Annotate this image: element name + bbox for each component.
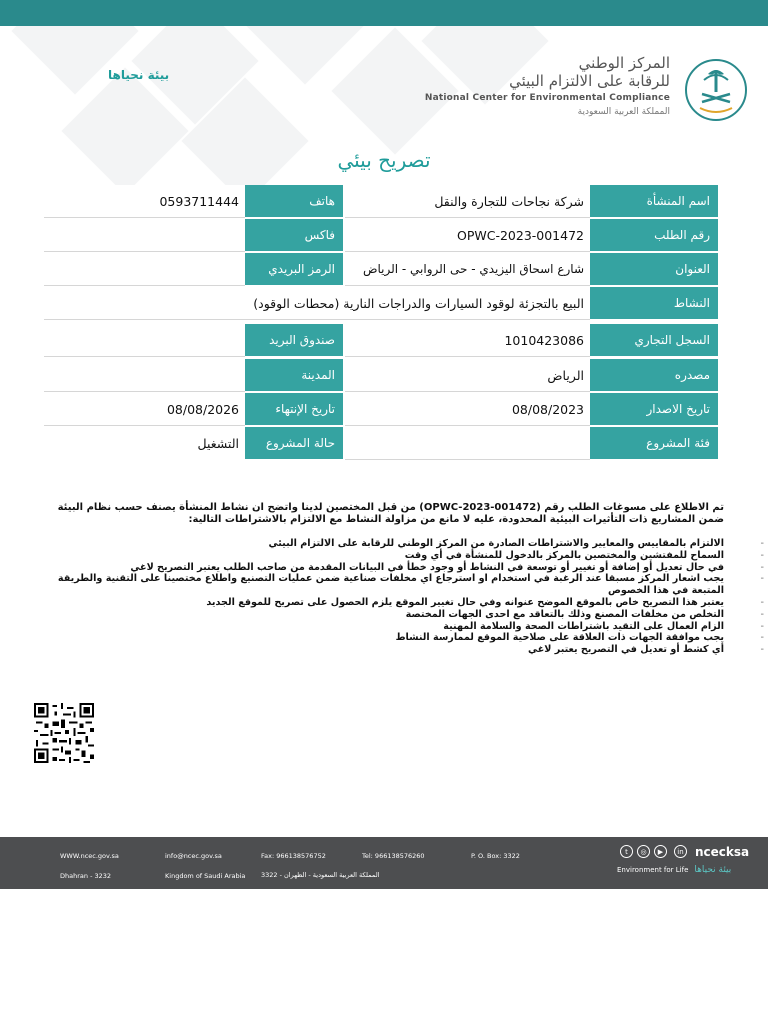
permit-terms [44,502,724,656]
twitter-icon[interactable]: t [620,845,633,858]
fax-label: فاكس [245,219,343,252]
request-number-value: OPWC-2023-001472 [345,219,590,252]
footer-fax: Fax: 966138576752 [261,852,326,860]
list-item: - التخلص من مخلفات المصنع وذلك بالتعاقد مع احدى الجهات المختصة [44,609,724,621]
page-title: تصريح بيئي [337,148,431,172]
footer-country: Kingdom of Saudi Arabia [165,872,246,880]
list-item: - في حال تعديل أو إضافة أو تغيير أو توسعة في النشاط أو وجود خطأ في البيانات المقدمة من صاحب الطلب يعتبر التصريح لاغي [44,562,724,574]
address-label: العنوان [590,253,718,286]
footer [0,837,768,889]
request-number-label: رقم الطلب [590,219,718,252]
establishment-name-value: شركة نجاحات للتجارة والنقل [345,185,590,218]
footer-tagline-en: Environment for Life [617,866,689,874]
list-item: - يجب اشعار المركز مسبقا عند الرغبة في استخدام او استرجاع اي مخلفات صناعية ضمن عمليات التصنيع واطلاع مختصينا على التقنية والطريقة المتبعة في هذا الخصوص [44,573,724,597]
org-name-ar: المركز الوطني [578,54,670,72]
table-row [0,185,768,218]
organization-logo [424,50,748,130]
source-label: مصدره [590,359,718,392]
table-row [0,219,768,252]
footer-website[interactable]: WWW.ncec.gov.sa [60,852,119,860]
city-value [44,359,245,392]
terms-list [44,538,724,656]
org-country: المملكة العربية السعودية [577,107,670,117]
commercial-register-value: 1010423086 [345,324,590,357]
po-box-label: صندوق البريد [245,324,343,357]
table-row [0,427,768,460]
list-item: - الزام العمال على التقيد باشتراطات الصحة والسلامة المهنية [44,621,724,633]
issue-date-label: تاريخ الاصدار [590,393,718,426]
brand-slogan: بيئة نحياها [108,68,170,82]
footer-po-box: P. O. Box: 3322 [471,852,520,860]
qr-code-icon [34,703,94,763]
footer-tagline [617,865,731,875]
commercial-register-label: السجل التجاري [590,324,718,357]
footer-tel: Tel: 966138576260 [362,852,425,860]
phone-label: هاتف [245,185,343,218]
linkedin-icon[interactable]: in [674,845,687,858]
list-item: - أي كشط أو تعديل في التصريح يعتبر لاغي [44,644,724,656]
footer-address-ar: المملكة العربية السعودية - الظهران - 3322 [261,871,380,879]
activity-value: البيع بالتجزئة لوقود السيارات والدراجات النارية (محطات الوقود) [44,287,590,320]
po-box-value [44,324,245,357]
postal-code-value [44,253,245,286]
footer-tagline-ar: بيئة نحياها [694,865,732,875]
issue-date-value: 08/08/2023 [345,393,590,426]
list-item: - يعتبر هذا التصريح خاص بالموقع الموضح عنوانه وفي حال تغيير الموقع يلزم الحصول على تصريح للموقع الجديد [44,597,724,609]
youtube-icon[interactable]: ▶ [654,845,667,858]
project-status-label: حالة المشروع [245,427,343,460]
footer-brand-name: nceck [695,845,734,859]
footer-brand [695,845,749,859]
saudi-emblem-icon [684,58,748,122]
list-item: - يجب موافقة الجهات ذات العلاقة على صلاحية الموقع لممارسة النشاط [44,632,724,644]
org-name-en: National Center for Environmental Compliance [424,93,670,103]
footer-city: Dhahran - 3232 [60,872,112,880]
project-status-value: التشغيل [44,427,245,460]
terms-intro: تم الاطلاع على مسوغات الطلب رقم (OPWC-2023-001472) من قبل المختصين لدينا واتضح ان نشاط المنشأة يصنف حسب نظام البيئة ضمن المشاريع ذات التأثيرات البيئية المحدودة، عليه لا مانع من مزاولة النشاط مع الالتزام بالاشتراطات التالية: [57,502,724,525]
phone-value: 0593711444 [44,185,245,218]
table-row [0,253,768,286]
postal-code-label: الرمز البريدي [245,253,343,286]
list-item: - السماح للمفتشين والمختصين بالمركز بالدخول للمنشأة في أي وقت [44,550,724,562]
activity-label: النشاط [590,287,718,320]
project-category-value [345,427,590,460]
expiry-date-label: تاريخ الإنتهاء [245,393,343,426]
table-row [0,359,768,392]
footer-brand-suffix: sa [733,845,750,859]
project-category-label: فئة المشروع [590,427,718,460]
footer-email[interactable]: info@ncec.gov.sa [165,852,222,860]
table-row [0,393,768,426]
source-value: الرياض [345,359,590,392]
expiry-date-value: 08/08/2026 [44,393,245,426]
list-item: - الالتزام بالمقاييس والمعايير والاشتراطات الصادرة من المركز الوطني للرقابة على الالتزام البيئي [44,538,724,550]
establishment-name-label: اسم المنشأة [590,185,718,218]
instagram-icon[interactable]: ◎ [637,845,650,858]
city-label: المدينة [245,359,343,392]
table-row [0,324,768,357]
fax-value [44,219,245,252]
address-value: شارع اسحاق اليزيدي - حى الروابي - الرياض [345,253,590,286]
top-bar [0,0,768,26]
table-row [0,287,768,320]
org-name-ar-2: للرقابة على الالتزام البيئي [509,72,670,90]
